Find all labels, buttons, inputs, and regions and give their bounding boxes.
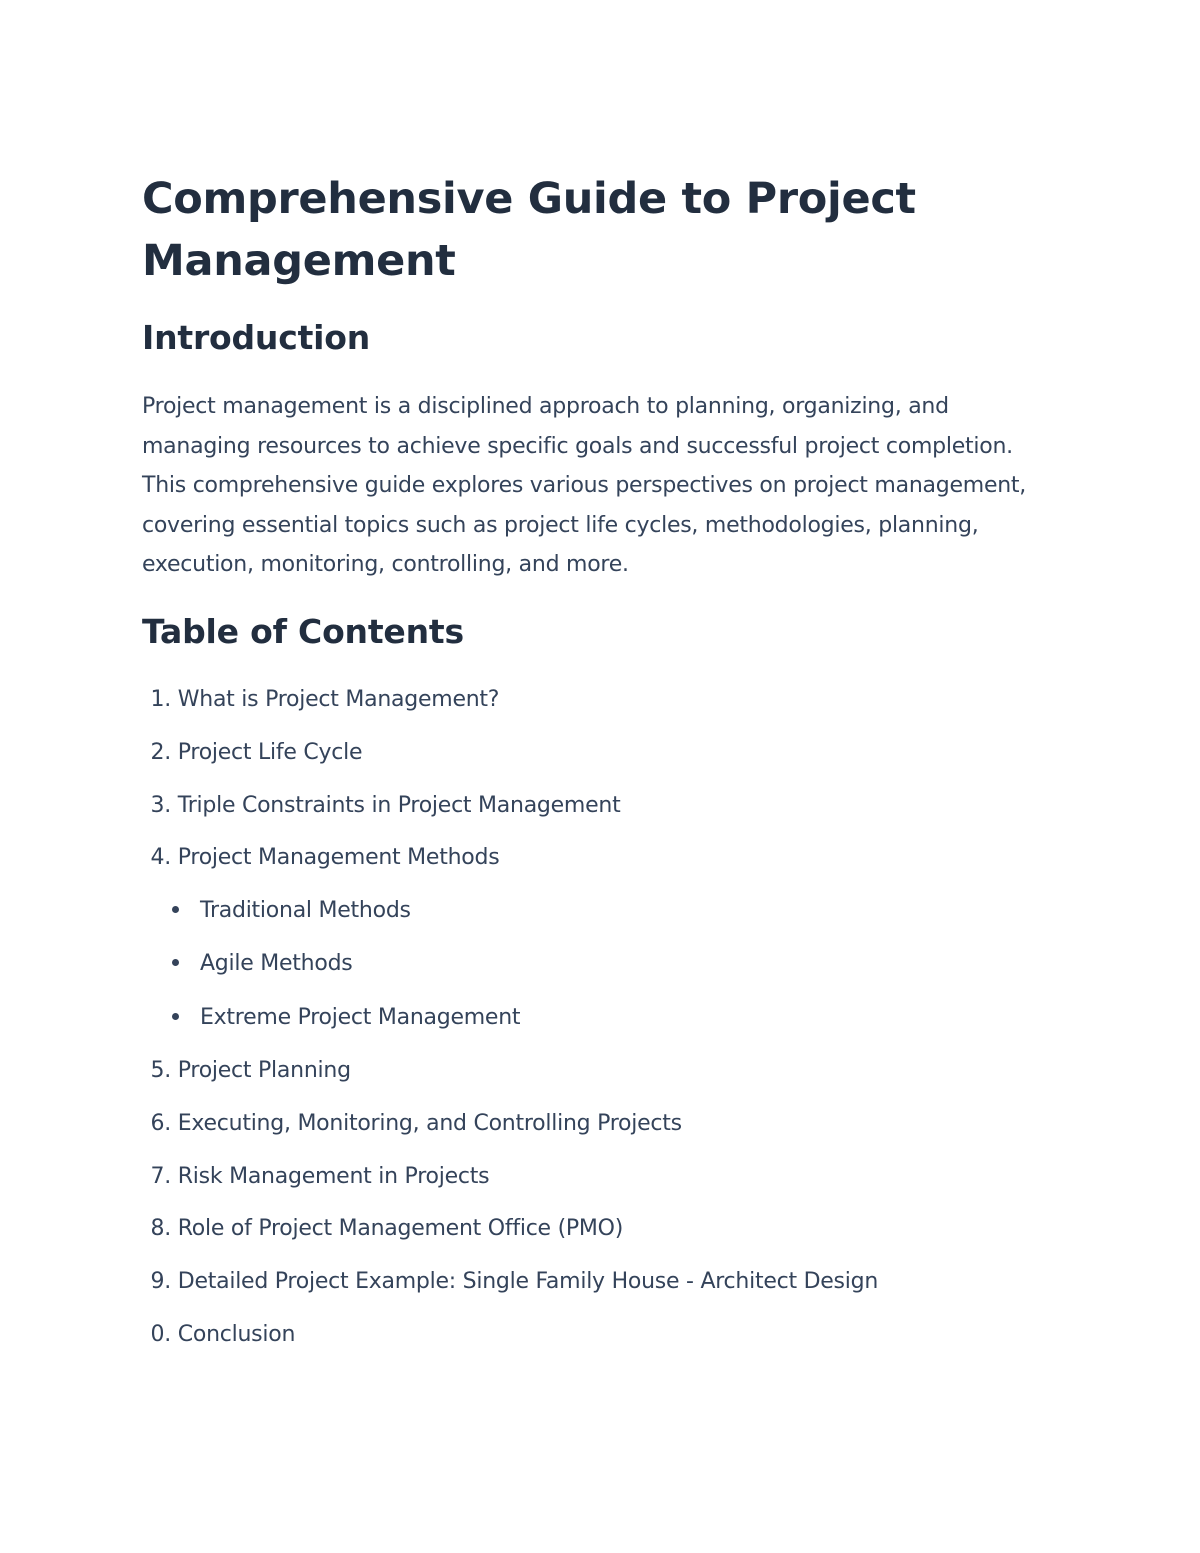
table-of-contents-heading: Table of Contents: [142, 612, 464, 651]
toc-item-label: Risk Management in Projects: [177, 1163, 490, 1189]
toc-item-label: Project Planning: [177, 1058, 351, 1084]
toc-item-number: 4.: [150, 845, 171, 871]
bullet-icon: [172, 906, 179, 913]
toc-subitem-extreme-project-management: [142, 998, 878, 1051]
toc-item-7: [142, 1157, 878, 1210]
toc-item-1: [142, 680, 878, 733]
toc-item-number: 7.: [150, 1163, 171, 1189]
toc-item-label: Project Life Cycle: [177, 739, 363, 765]
toc-item-label: Project Management Methods: [177, 845, 500, 871]
toc-subitem-label: Agile Methods: [200, 951, 353, 977]
toc-item-2: [142, 733, 878, 786]
toc-item-10: [142, 1315, 878, 1368]
toc-item-number: 3.: [150, 792, 171, 818]
toc-item-number: 6.: [150, 1110, 171, 1136]
toc-item-4: [142, 838, 878, 891]
toc-subitem-traditional-methods: [142, 891, 878, 944]
toc-subitem-label: Extreme Project Management: [200, 1004, 521, 1030]
bullet-icon: [172, 1013, 179, 1020]
document-title: Comprehensive Guide to Project Management: [142, 174, 916, 286]
toc-item-number: 0.: [150, 1322, 171, 1348]
toc-subitem-agile-methods: [142, 944, 878, 997]
toc-item-label: What is Project Management?: [177, 687, 500, 712]
toc-subitem-label: Traditional Methods: [200, 898, 411, 924]
introduction-paragraph: Project management is a disciplined approach to planning, organizing, and managing resources to achieve specific goals and successful project completion. This comprehensive guide explores various perspectives on project management, covering essential topics such as project life cycles, methodologies, planning, execution, monitoring, controlling, and more.: [142, 394, 1027, 578]
table-of-contents-list: [142, 680, 878, 1368]
toc-item-number: 5.: [150, 1058, 171, 1084]
toc-item-number: 8.: [150, 1216, 171, 1242]
toc-item-label: Role of Project Management Office (PMO): [177, 1216, 624, 1242]
toc-item-number: 9.: [150, 1269, 171, 1295]
toc-item-label: Triple Constraints in Project Management: [177, 792, 621, 818]
toc-item-number: 1.: [150, 687, 171, 712]
toc-item-9: [142, 1262, 878, 1315]
bullet-icon: [172, 959, 179, 966]
introduction-heading: Introduction: [142, 318, 371, 357]
toc-item-label: Conclusion: [177, 1322, 296, 1348]
toc-item-label: Detailed Project Example: Single Family House - Architect Design: [177, 1269, 879, 1295]
toc-item-6: [142, 1104, 878, 1157]
toc-item-label: Executing, Monitoring, and Controlling Projects: [177, 1110, 682, 1136]
toc-item-number: 2.: [150, 739, 171, 765]
toc-item-5: [142, 1051, 878, 1104]
toc-item-3: [142, 786, 878, 839]
toc-item-8: [142, 1209, 878, 1262]
